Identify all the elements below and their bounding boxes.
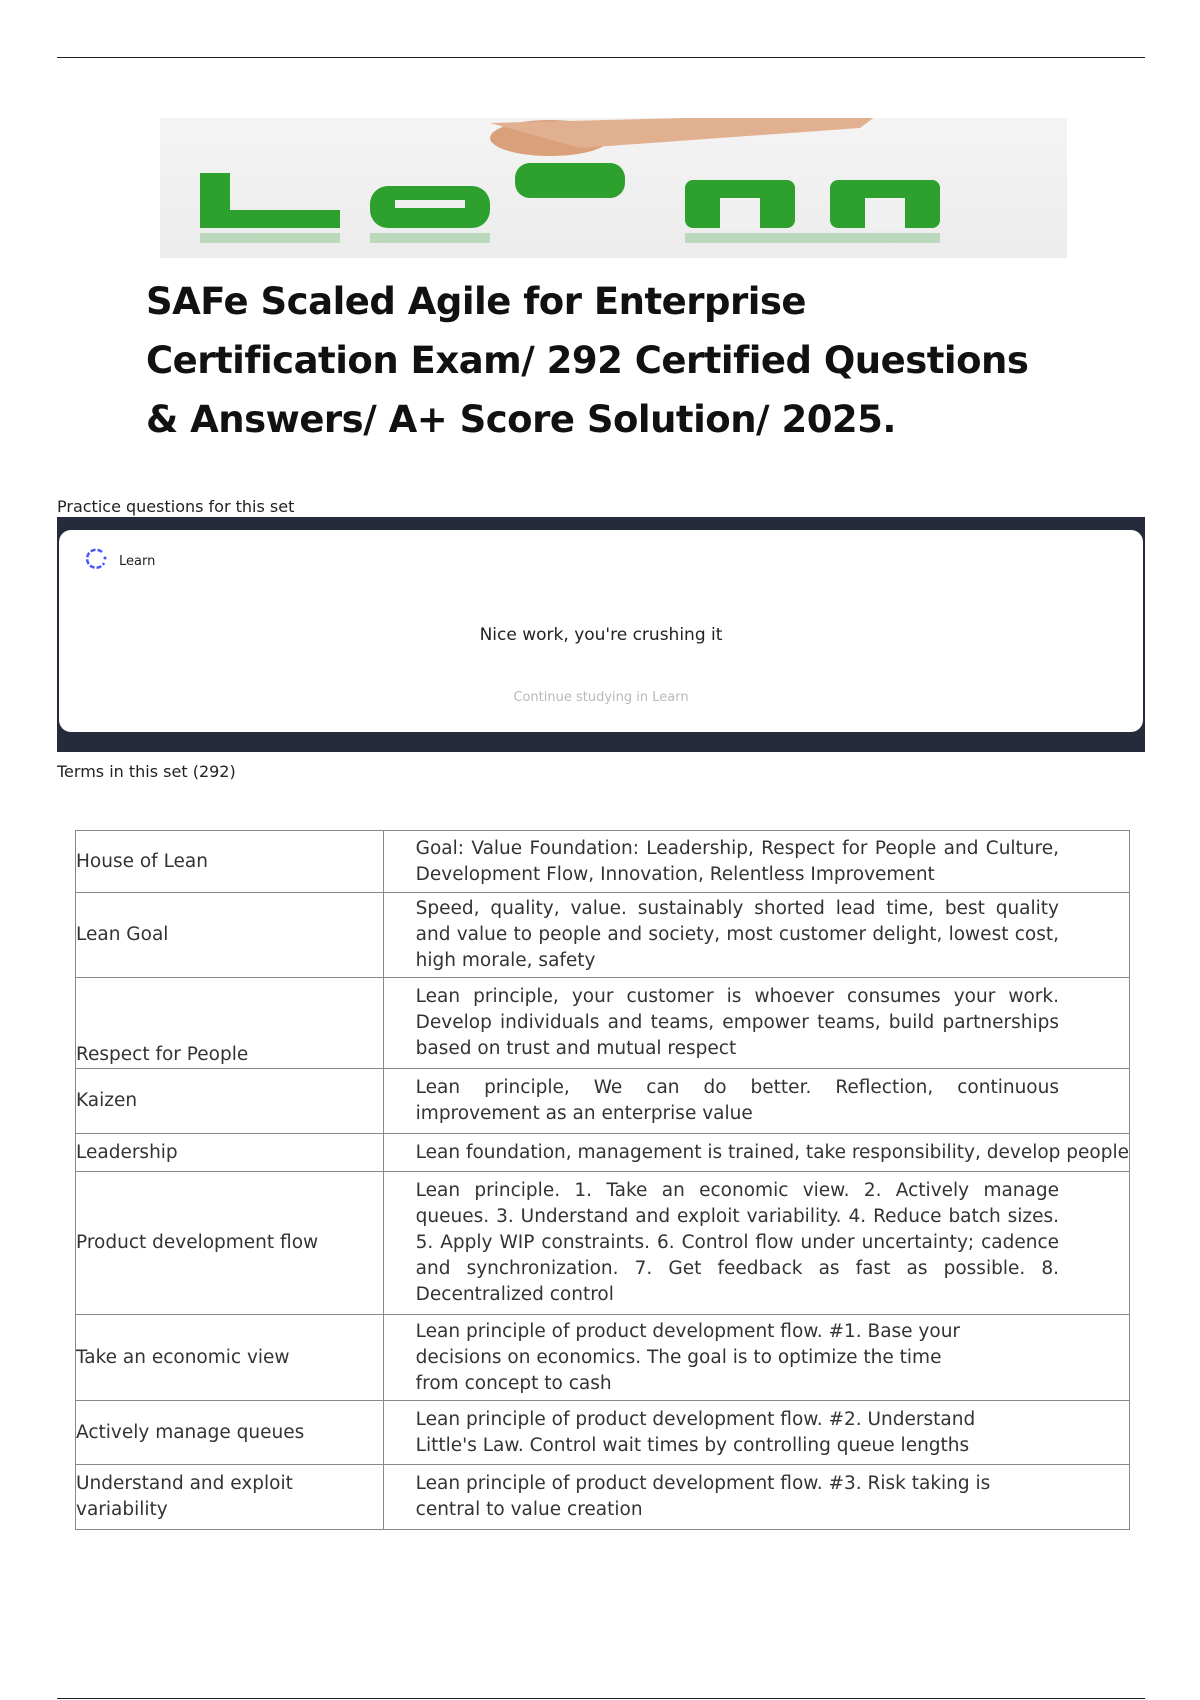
table-row (76, 1069, 1130, 1134)
definition-cell: Goal: Value Foundation: Leadership, Respect for People and Culture, Development Flow, Innovation, Relentless Improvement (383, 831, 1129, 893)
top-rule (57, 57, 1145, 58)
table-row (76, 1315, 1130, 1401)
learn-logo-image (160, 118, 1067, 258)
term-cell: Product development flow (76, 1172, 384, 1315)
term-cell: Leadership (76, 1134, 384, 1172)
definition-cell: Lean principle of product development flow. #3. Risk taking is central to value creation (383, 1465, 1129, 1530)
definition-cell: Lean principle of product development flow. #1. Base your decisions on economics. The goal is to optimize the time from concept to cash (383, 1315, 1129, 1401)
table-row (76, 978, 1130, 1069)
definition-cell: Lean principle. 1. Take an economic view. 2. Actively manage queues. 3. Understand and exploit variability. 4. Reduce batch sizes. 5. Apply WIP constraints. 6. Control flow under uncertainty; cadence and synchronization. 7. Get feedback as fast as possible. 8. Decentralized control (383, 1172, 1129, 1315)
definition-cell: Lean principle, We can do better. Reflection, continuous improvement as an enterprise value (383, 1069, 1129, 1134)
term-cell: Actively manage queues (76, 1401, 384, 1465)
definition-cell: Lean principle of product development flow. #2. Understand Little's Law. Control wait times by controlling queue lengths (383, 1401, 1129, 1465)
table-row (76, 831, 1130, 893)
table-row (76, 1465, 1130, 1530)
term-cell: Take an economic view (76, 1315, 384, 1401)
definition-cell: Speed, quality, value. sustainably shorted lead time, best quality and value to people and society, most customer delight, lowest cost, high morale, safety (383, 893, 1129, 978)
learn-progress-icon (85, 548, 109, 574)
table-row (76, 1134, 1130, 1172)
practice-widget (57, 517, 1145, 752)
definition-cell: Lean foundation, management is trained, take responsibility, develop people (383, 1134, 1129, 1172)
learn-mode-header[interactable] (85, 548, 155, 574)
learn-mode-label: Learn (119, 553, 156, 569)
term-cell: House of Lean (76, 831, 384, 893)
table-row (76, 1401, 1130, 1465)
practice-section-label: Practice questions for this set (57, 497, 295, 516)
term-cell: Respect for People (76, 978, 384, 1069)
document-title: SAFe Scaled Agile for Enterprise Certification Exam/ 292 Certified Questions & Answers/ A+ Score Solution/ 2025. (146, 280, 1029, 441)
encouragement-message: Nice work, you're crushing it (479, 625, 723, 645)
bottom-rule (57, 1698, 1145, 1699)
continue-studying-link[interactable]: Continue studying in Learn (513, 690, 689, 705)
terms-section-label: Terms in this set (292) (57, 762, 236, 781)
definition-cell: Lean principle, your customer is whoever consumes your work. Develop individuals and teams, empower teams, build partnerships based on trust and mutual respect (383, 978, 1129, 1069)
term-cell: Lean Goal (76, 893, 384, 978)
table-row (76, 1172, 1130, 1315)
practice-card (59, 530, 1143, 732)
terms-table (75, 830, 1130, 1530)
term-cell: Kaizen (76, 1069, 384, 1134)
table-row (76, 893, 1130, 978)
term-cell: Understand and exploit variability (76, 1465, 384, 1530)
